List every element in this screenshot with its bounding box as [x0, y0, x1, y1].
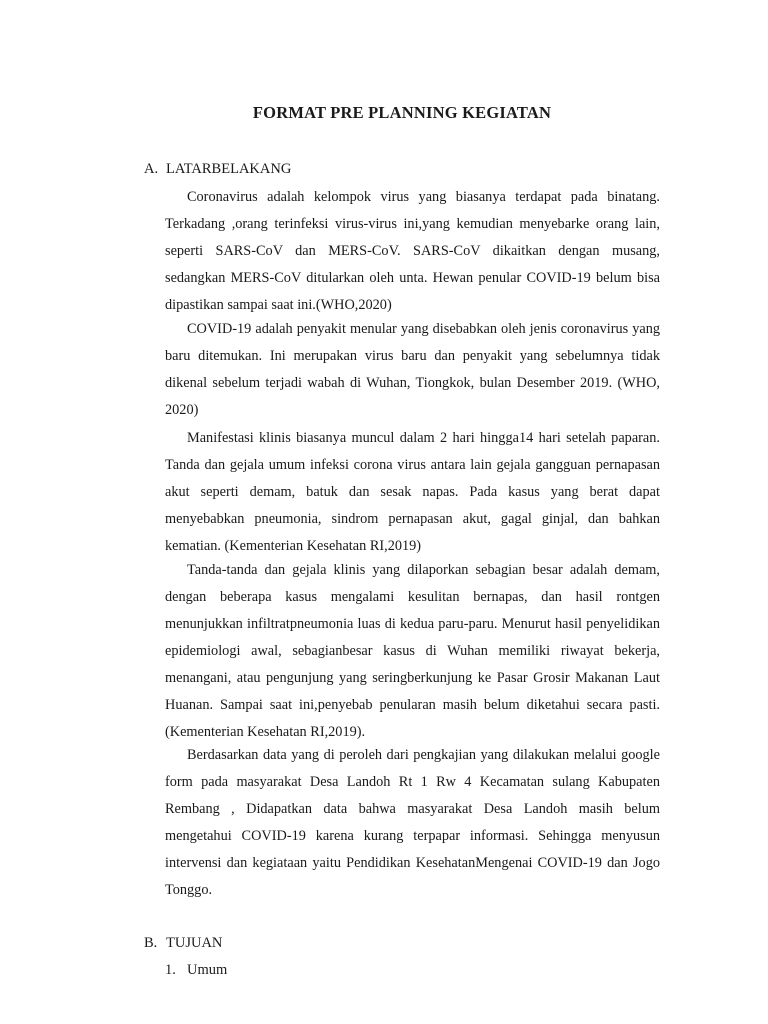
paragraph-assessment-data: Berdasarkan data yang di peroleh dari pengkajian yang dilakukan melalui google form pada masyarakat Desa Landoh Rt 1 Rw 4 Kecamatan sulang Kabupaten Rembang , Didapatkan data bahwa masyarakat Desa Landoh masih belum mengetahui COVID-19 karena kurang terpapar informasi. Sehingga menyusun intervensi dan kegiataan yaitu Pendidikan KesehatanMengenai COVID-19 dan Jogo Tonggo.: [165, 747, 660, 898]
list-item: [165, 962, 227, 979]
paragraph-clinical-signs: Tanda-tanda dan gejala klinis yang dilaporkan sebagian besar adalah demam, dengan beberapa kasus mengalami kesulitan bernapas, dan hasil rontgen menunjukkan infiltratpneumonia luas di kedua paru-paru. Menurut hasil penyelidikan epidemiologi awal, sebagianbesar kasus di Wuhan memiliki riwayat bekerja, menangani, atau pengunjung yang seringberkunjung ke Pasar Grosir Makanan Laut Huanan. Sampai saat ini,penyebab penularan masih belum diketahui secara pasti.(Kementerian Kesehatan RI,2019).: [165, 562, 660, 740]
section-a-marker: A.: [144, 161, 159, 177]
section-a-heading: [144, 161, 291, 178]
section-b-heading: [144, 935, 222, 952]
section-b-marker: B.: [144, 935, 158, 951]
list-item-marker: 1.: [165, 962, 176, 978]
page-title: FORMAT PRE PLANNING KEGIATAN: [252, 103, 552, 122]
paragraph-coronavirus: Coronavirus adalah kelompok virus yang biasanya terdapat pada binatang. Terkadang ,orang terinfeksi virus-virus ini,yang kemudian menyebarke orang lain, seperti SARS-CoV dan MERS-CoV. SARS-CoV dikaitkan dengan musang, sedangkan MERS-CoV ditularkan oleh unta. Hewan penular COVID-19 belum bisa dipastikan sampai saat ini.(WHO,2020): [165, 189, 660, 313]
section-a-title: LATARBELAKANG: [166, 161, 292, 177]
list-item-label: Umum: [187, 962, 228, 978]
paragraph-clinical-manifestation: Manifestasi klinis biasanya muncul dalam 2 hari hingga14 hari setelah paparan. Tanda dan gejala umum infeksi corona virus antara lain gejala gangguan pernapasan akut seperti demam, batuk dan sesak napas. Pada kasus yang berat dapat menyebabkan pneumonia, sindrom pernapasan akut, gagal ginjal, dan bahkan kematian. (Kementerian Kesehatan RI,2019): [165, 430, 660, 554]
paragraph-covid19-definition: COVID-19 adalah penyakit menular yang disebabkan oleh jenis coronavirus yang baru ditemukan. Ini merupakan virus baru dan penyakit yang sebelumnya tidak dikenal sebelum terjadi wabah di Wuhan, Tiongkok, bulan Desember 2019. (WHO, 2020): [165, 321, 660, 418]
section-b-title: TUJUAN: [166, 935, 223, 951]
